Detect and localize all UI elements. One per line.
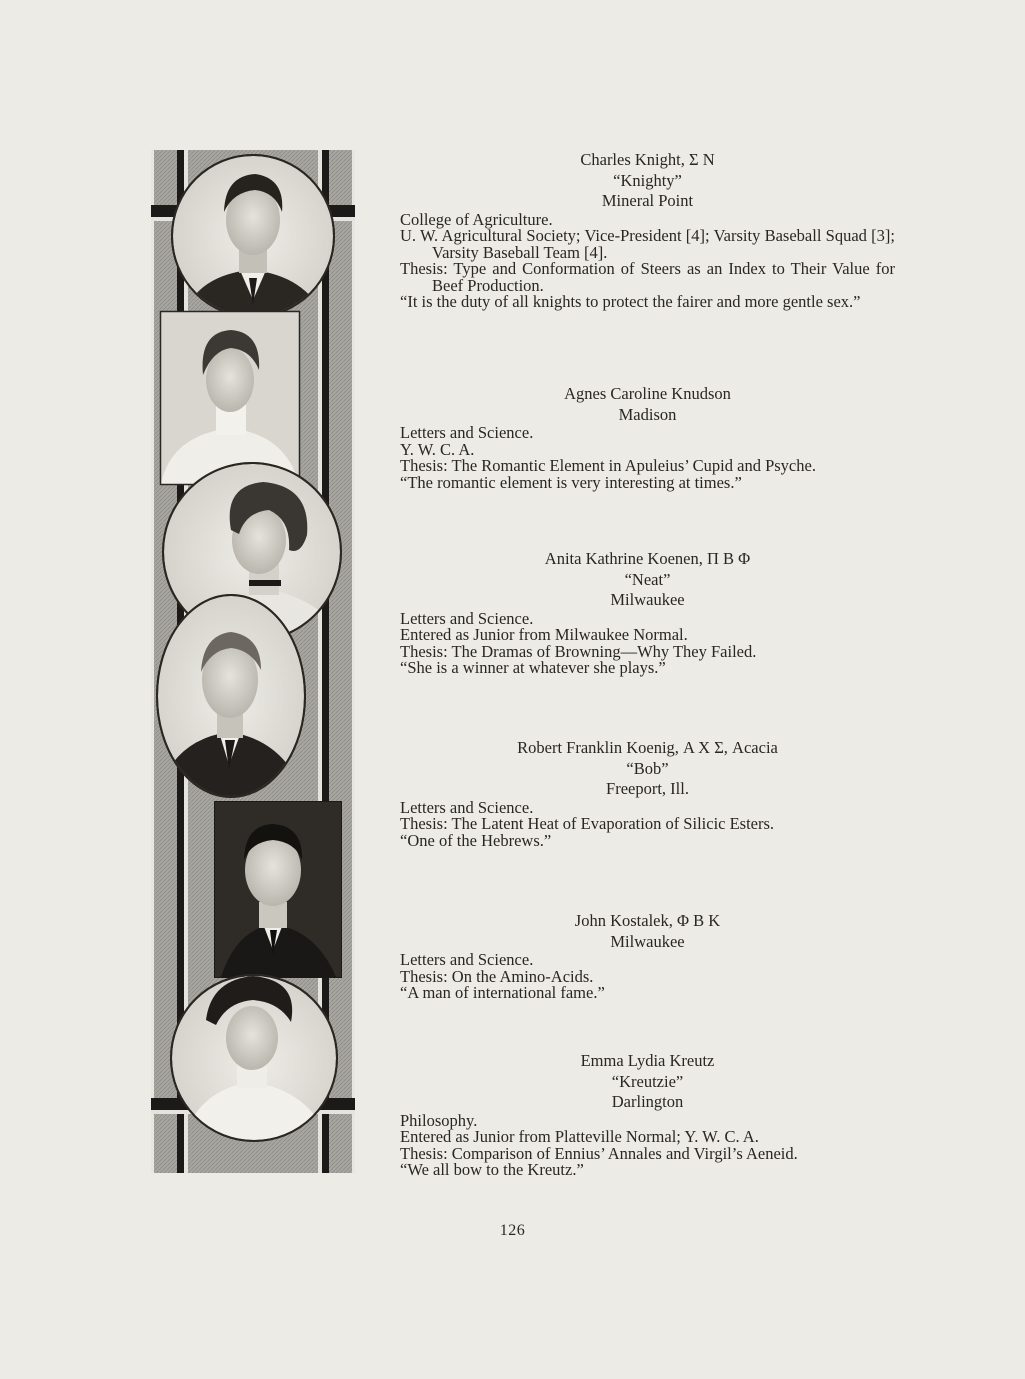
portrait-john-kostalek — [214, 801, 342, 978]
entry-name: Emma Lydia Kreutz — [580, 1051, 715, 1070]
entry-college: Letters and Science. — [400, 797, 534, 817]
entry-name: Robert Franklin Koenig, Α Χ Σ, Acacia — [517, 738, 778, 757]
entry-activities: Entered as Junior from Platteville Normal; Y. W. C. A. — [400, 1127, 759, 1147]
entry-quote: “We all bow to the Kreutz.” — [400, 1160, 584, 1180]
entry-name: John Kostalek, Φ Β Κ — [574, 911, 721, 930]
entry-activities: Entered as Junior from Milwaukee Normal. — [400, 625, 688, 645]
entry-thesis: Thesis: Comparison of Ennius’ Annales and Virgil’s Aeneid. — [400, 1143, 798, 1163]
entry-charles-knight — [400, 150, 895, 311]
entry-quote: “One of the Hebrews.” — [400, 830, 552, 850]
entry-quote: “She is a winner at whatever she plays.” — [400, 658, 666, 678]
entry-activities: Y. W. C. A. — [400, 439, 475, 459]
entry-robert-koenig — [400, 738, 895, 849]
entry-hometown: Darlington — [611, 1092, 684, 1111]
entry-thesis: Thesis: The Dramas of Browning—Why They Failed. — [400, 641, 757, 661]
entry-john-kostalek — [400, 911, 895, 1002]
entry-hometown: Mineral Point — [601, 191, 694, 210]
entry-anita-koenen — [400, 549, 895, 677]
entry-nickname: “Knighty” — [613, 170, 682, 190]
entry-activities: U. W. Agricultural Society; Vice-President [4]; Varsity Baseball Squad [3]; Varsity Baseball Team [4]. — [400, 226, 895, 262]
entry-agnes-knudson — [400, 384, 895, 491]
entry-nickname: “Neat” — [624, 569, 671, 589]
portrait-strip — [151, 150, 355, 1173]
entry-college: Philosophy. — [400, 1110, 478, 1130]
portrait-strip-art — [151, 150, 355, 1173]
portrait-agnes-knudson — [160, 311, 300, 485]
entry-hometown: Madison — [618, 404, 677, 424]
entry-quote: “It is the duty of all knights to protect the fairer and more gentle sex.” — [400, 292, 861, 312]
page-number: 126 — [499, 1222, 526, 1239]
entry-quote: “The romantic element is very interesting at times.” — [400, 472, 742, 492]
entry-emma-kreutz — [400, 1051, 895, 1179]
entry-hometown: Freeport, Ill. — [606, 779, 689, 798]
entry-college: College of Agriculture. — [400, 209, 553, 229]
entry-college: Letters and Science. — [400, 950, 534, 969]
entry-thesis: Thesis: The Romantic Element in Apuleius’ Cupid and Psyche. — [400, 456, 816, 476]
entry-name: Agnes Caroline Knudson — [564, 384, 731, 403]
entry-name: Charles Knight, Σ N — [580, 150, 715, 169]
entry-thesis: Thesis: On the Amino-Acids. — [400, 966, 594, 986]
entry-college: Letters and Science. — [400, 423, 534, 442]
entry-name: Anita Kathrine Koenen, Π Β Φ — [544, 549, 751, 568]
entry-thesis: Thesis: The Latent Heat of Evaporation of Silicic Esters. — [400, 814, 775, 834]
entry-hometown: Milwaukee — [610, 590, 685, 609]
entry-nickname: “Bob” — [626, 758, 669, 778]
entry-nickname: “Kreutzie” — [611, 1071, 684, 1091]
entry-hometown: Milwaukee — [610, 931, 685, 951]
entry-quote: “A man of international fame.” — [400, 983, 605, 1003]
entry-college: Letters and Science. — [400, 608, 534, 628]
entry-thesis: Thesis: Type and Conformation of Steers as an Index to Their Value for Beef Production. — [400, 259, 895, 295]
